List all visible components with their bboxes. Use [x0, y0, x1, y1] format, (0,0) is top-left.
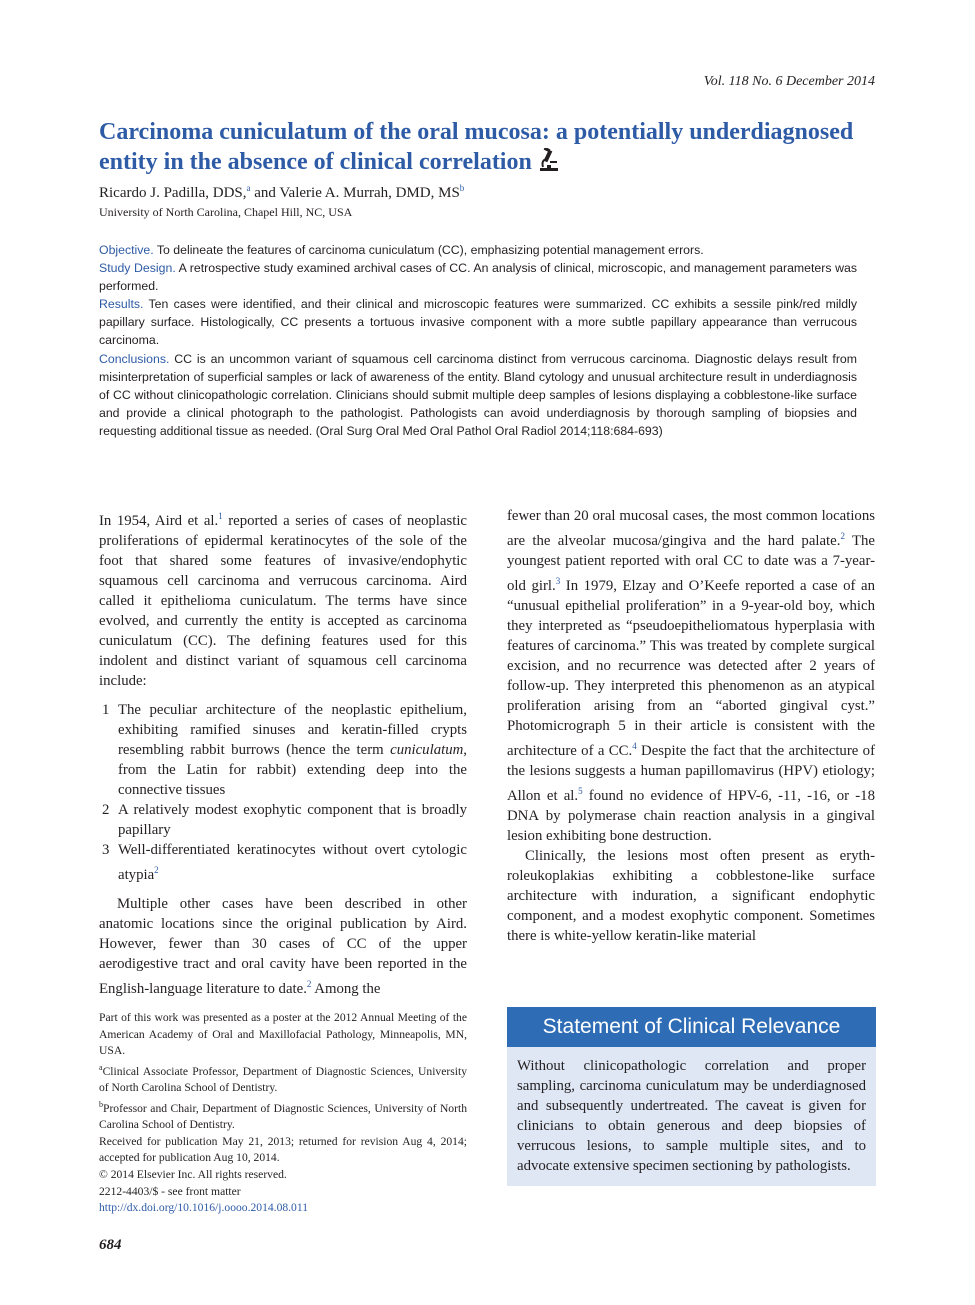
- clinical-relevance-box: [507, 1007, 876, 1186]
- clinical-relevance-heading: Statement of Clinical Relevance: [507, 1007, 876, 1047]
- footnote-a: [99, 1060, 467, 1097]
- footnote-mark: b: [99, 1099, 103, 1109]
- results-text: Ten cases were identified, and their clinical and microscopic features were summarized. CC exhibits a sessile pink/red mildly papillary surface. Histologically, CC presents a tortuous invasive component with a more subtle papillary appearance than verrucous carcinoma.: [99, 297, 857, 348]
- list-number: 3: [102, 841, 110, 858]
- list-item: [99, 700, 467, 800]
- text-run: The peculiar architecture of the neoplastic epithelium, exhibiting ramified sinuses and keratin-filled crypts resembling rabbit burrows (hence the term: [118, 701, 467, 758]
- body-column-right: [507, 506, 875, 946]
- abstract-objective: [99, 241, 857, 259]
- text-run: Among the: [311, 980, 381, 997]
- reference-link[interactable]: 3: [555, 575, 561, 586]
- list-item: [99, 800, 467, 840]
- text-run: reported a series of cases of neoplastic proliferations of epidermal keratinocytes of the sole of the foot that shared some features of invasive/endophytic squamous cell carcinoma and verrucous carcinoma. Aird called it epithelioma cuniculatum. The terms have since evolved, and currently the entity is accepted as carcinoma cuniculatum (CC). The defining features used for this indolent and distinct variant of squamous cell carcinoma include:: [99, 512, 467, 689]
- reference-link[interactable]: 2: [840, 531, 845, 541]
- reference-link[interactable]: 2: [154, 864, 159, 875]
- microscope-icon: [538, 148, 560, 180]
- results-label: Results.: [99, 297, 144, 312]
- list-number: 2: [102, 801, 110, 818]
- author-1: Ricardo J. Padilla, DDS,: [99, 185, 247, 201]
- footnote-mark: a: [99, 1062, 103, 1072]
- feature-list: [99, 700, 467, 885]
- paragraph-cases: [99, 894, 467, 999]
- objective-text: To delineate the features of carcinoma cuniculatum (CC), emphasizing potential management errors.: [153, 243, 704, 257]
- affiliation-mark-a[interactable]: a: [246, 183, 251, 193]
- text-run: Well-differentiated keratinocytes without overt cytologic atypia: [118, 841, 467, 883]
- affiliation: University of North Carolina, Chapel Hill, NC, USA: [99, 205, 353, 219]
- footnotes: [99, 1010, 467, 1217]
- list-item: [99, 840, 467, 885]
- footnote-copyright: © 2014 Elsevier Inc. All rights reserved.: [99, 1168, 287, 1182]
- text-run: found no evidence of HPV-6, -11, -16, or -18 DNA by polymerase chain reaction analysis in a gingival lesion exhibiting bone destruction.: [507, 787, 875, 844]
- article-title-text: Carcinoma cuniculatum of the oral mucosa: a potentially underdiagnosed entity in the absence of clinical correlation: [99, 119, 854, 175]
- objective-label: Objective.: [99, 243, 154, 257]
- body-column-left: [99, 506, 467, 999]
- text-run: The youngest patient reported with oral CC to date was a 7-year-old girl.: [507, 532, 876, 594]
- affiliation-mark-b[interactable]: b: [459, 183, 465, 193]
- paragraph-clinical: Clinically, the lesions most often present as erythroleukoplakias exhibiting a cobblestone-like surface architecture with induration, a significant endophytic component, and a modest exophytic component. Sometimes there is white-yellow keratin-like material: [507, 847, 875, 944]
- abstract-design: [99, 259, 857, 295]
- text-run: Clinical Associate Professor, Department of Diagnostic Sciences, University of North Carolina School of Dentistry.: [99, 1064, 467, 1095]
- reference-link[interactable]: 4: [632, 740, 637, 751]
- design-text: A retrospective study examined archival cases of CC. An analysis of clinical, microscopic, and management parameters was performed.: [99, 261, 857, 294]
- reference-link[interactable]: 2: [306, 978, 312, 989]
- text-run: Despite the fact that the architecture of the lesions suggests a human papillomavirus (HPV) etiology; Allon et al.: [507, 742, 875, 804]
- footnote-b: [99, 1097, 467, 1134]
- text-run: , from the Latin for rabbit) extending deep into the connective tissues: [118, 741, 467, 798]
- article-title: [99, 117, 859, 180]
- page-number: 684: [99, 1237, 122, 1253]
- paragraph-oral-cases: [507, 506, 875, 846]
- conclusions-label: Conclusions.: [99, 351, 170, 366]
- footnote-issn: 2212-4403/$ - see front matter: [99, 1184, 241, 1198]
- text-run: In 1979, Elzay and O’Keefe reported a case of an “unusual epithelial proliferation” in a 9-year-old boy, which they interpreted as “pseudoepitheliomatous hyperplasia with features of carcinoma.” This was treated by complete surgical excision, and no recurrence was detected after 2 years of follow-up. They interpreted this phenomenon as an atypical proliferation arising from an “aborted gingival cyst.” Photomicrograph 5 in their article is consistent with the architecture of a CC.: [507, 577, 875, 759]
- footnote-poster: Part of this work was presented as a poster at the 2012 Annual Meeting of the American Academy of Oral and Maxillofacial Pathology, Minneapolis, MN, USA.: [99, 1011, 467, 1058]
- abstract-results: [99, 295, 857, 349]
- reference-link[interactable]: 5: [578, 785, 583, 796]
- abstract-conclusions: [99, 350, 857, 440]
- paragraph-intro: [99, 506, 467, 691]
- author-2: and Valerie A. Murrah, DMD, MS: [250, 185, 460, 201]
- doi-link[interactable]: http://dx.doi.org/10.1016/j.oooo.2014.08.011: [99, 1201, 309, 1215]
- text-run: Multiple other cases have been described in other anatomic locations since the original publication by Aird. However, fewer than 30 cases of CC of the upper aerodigestive tract and oral cavity have been reported in the English-language literature to date.: [99, 895, 467, 997]
- text-run: In 1954, Aird et al.: [99, 512, 219, 529]
- text-run: A relatively modest exophytic component that is broadly papillary: [118, 801, 467, 838]
- text-run: fewer than 20 oral mucosal cases, the most common locations are the alveolar mucosa/gingiva and the hard palate.: [507, 508, 875, 549]
- conclusions-text: CC is an uncommon variant of squamous cell carcinoma distinct from verrucous carcinoma. Diagnostic delays result from misinterpretation of superficial samples or lack of awareness of the entity. Bland cytology and unusual architecture result in underdiagnosis of CC without clinicopathologic correlation. Clinicians should submit multiple deep samples of lesions displaying a cobblestone-like surface and provide a clinical photograph to the pathologist. Pathologists can avoid underdiagnosis by thorough sampling of biopsies and requesting additional tissue as needed. (Oral Surg Oral Med Oral Pathol Oral Radiol 2014;118:684-693): [99, 351, 857, 438]
- abstract: [99, 241, 857, 440]
- list-number: 1: [102, 701, 110, 718]
- text-run: Professor and Chair, Department of Diagnostic Sciences, University of North Carolina School of Dentistry.: [99, 1101, 467, 1132]
- italic-term: cuniculatum: [390, 741, 464, 758]
- journal-volume: Vol. 118 No. 6 December 2014: [703, 74, 875, 89]
- reference-link[interactable]: 1: [218, 511, 223, 521]
- design-label: Study Design.: [99, 261, 176, 276]
- clinical-relevance-text: Without clinicopathologic correlation and proper sampling, carcinoma cuniculatum may be underdiagnosed and subsequently undertreated. The caveat is given for clinicians to obtain generous and deep biopsies of verrucous lesions, to sample multiple sites, and to advocate extensive specimen sectioning by pathologists.: [507, 1047, 876, 1186]
- footnote-received: Received for publication May 21, 2013; returned for revision Aug 4, 2014; accepted for publication Aug 10, 2014.: [99, 1134, 467, 1165]
- author-line: [99, 183, 464, 202]
